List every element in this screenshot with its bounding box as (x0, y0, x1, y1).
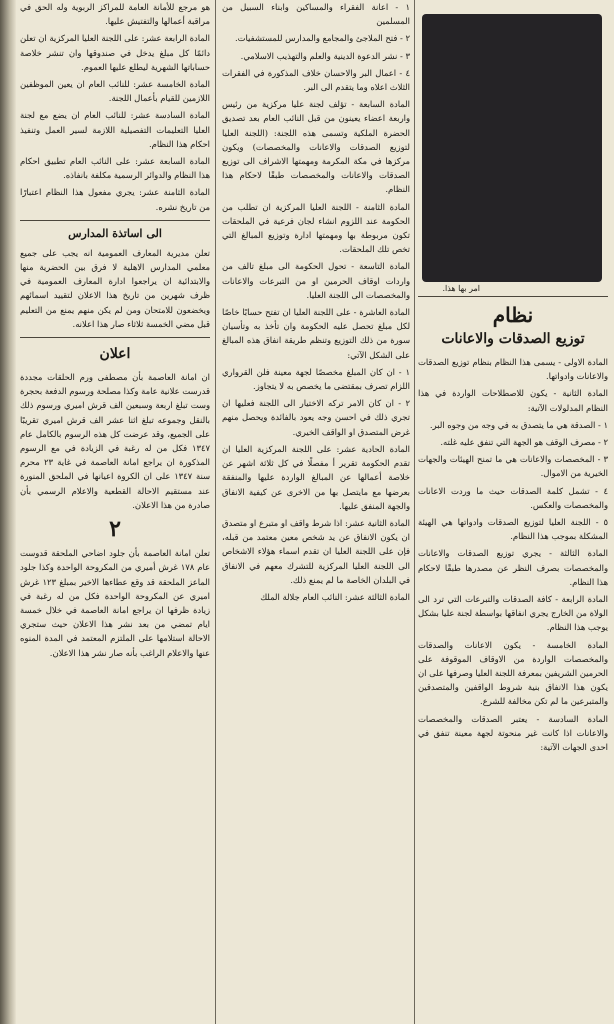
right-paragraph: ٤ - تشمل كلمة الصدقات حيث ما وردت الاعانات والمخصصات والعكس. (418, 485, 608, 510)
page-binding-shadow (0, 0, 16, 1024)
middle-paragraph: المادة التاسعة - تحول الحكومة الى مبلغ تالف من واردات اوقاف الحرمين او من التبرعات والاعانات والمخصصات الى اللجنة العليا. (222, 261, 410, 300)
middle-paragraph: المادة الثامنة - اللجنة العليا المركزية ان تطلب من الحكومة عند اللزوم انشاء لجان فرعية في الملحقات تكون مربوطة بها ومهمتها ادارة وتوزيع المبالغ التي تخص تلك الملحقات. (222, 201, 410, 255)
left-paragraph: المادة الرابعة عشر: على اللجنة العليا المركزية ان تعلن دائمًا كل مبلغ يدخل في صندوقها وان تنشر خلاصة حساباتها الشهرية ليطلع عليها العموم. (20, 33, 210, 72)
right-paragraph: ٢ - مصرف الوقف هو الجهة التي تنفق عليه غلته. (440, 437, 608, 448)
law-title: نظام (492, 303, 534, 327)
right-paragraph: ٣ - المخصصات والاعانات هي ما تمنح الهيئات والجهات الخيرية من الاموال. (418, 454, 608, 479)
right-paragraph: المادة الثالثة - يجري توزيع الصدقات والاعانات والمخصصات بصرف النظر عن مصدرها طبقًا لاحكام هذا النظام. (418, 548, 608, 587)
left-paragraph: المادة السابعة عشر: على النائب العام تطبيق احكام هذا النظام والدوائر الرسمية مكلفة بانفاذه. (20, 156, 210, 181)
ad-two-text: تعلن امانة العاصمة بأن جلود اضاحي الملحقة قدوست عام ١٧٨ غرش أميري من المكروحة الواحدة وكذا جلود الماعز الملحقة قد وقع عطاءها الاخير بمبلغ ١٢٣ غرش اميري عن المكروحة الواحدة فكل من له رغبة في زيادة ظرفها ان يراجع امانة العاصمة في خلال خمسة ايام تمضي من بعد نشر هذا الاعلان حيث ستجري الاحالة استلامها على الملتزم المعتمد في المدة المنوه عنها والاعلام الراغب بأنه صار نشر هذا الاعلان. (20, 548, 210, 658)
middle-paragraph: المادة السابعة - تؤلف لجنة عليا مركزية من رئيس واربعة اعضاء يعينون من قبل النائب العام بعد تصديق الحضرة الملكية وتسمى هذه اللجنة: (اللجنة العليا لتوزيع الصدقات والاعانات والمخصصات) ويكون مركزها في مكة المكرمة ومهمتها الاشراف الى توزيع الصدقات والاعانات والمخصصات طبقًا لاحكام هذا النظام. (222, 99, 410, 195)
column-rule (414, 0, 415, 1024)
left-paragraph: المادة الثامنة عشر: يجري مفعول هذا النظام اعتبارًا من تاريخ نشره. (20, 187, 210, 212)
middle-paragraph: المادة العاشرة - على اللجنة العليا ان تفتح حسابًا خاصًا لكل مبلغ تحصل عليه الحكومة وان تأخذ به وتأسيان سورة من ذلك التوزيع وتنظم طريقة انفاق هذه المبالغ على الشكل الآتي: (222, 307, 410, 360)
schools-notice-heading: الى اساتذة المدارس (68, 226, 162, 240)
middle-paragraph: ١ - ان كان المبلغ مخصصًا لجهة معينة فلن القرواري اللزام تصرف بمقتضى ما يخصص به لا يتجاوز. (222, 366, 410, 392)
right-paragraph: المادة الرابعة - كافة الصدقات والتبرعات التي ترد الى الولاة من الخارج يجري انفاقها بواسطة لجنة عليا بشكل يوجب هذا النظام. (418, 594, 608, 633)
middle-list-item: ٣ - نشر الدعوة الدينية والعلم والتهذيب الاسلامي. (240, 50, 410, 61)
divider (20, 220, 210, 221)
left-paragraph: المادة السادسة عشر: للنائب العام ان يضع مع لجنة العليا التعليمات التفصيلية اللازمة لسير العمل وتنفيذ احكام هذا النظام. (20, 110, 210, 149)
divider (418, 296, 608, 297)
left-paragraph: هو مرجع للأمانة العامة للمراكز الربوية وله الحق في مراقبة أعمالها والتفتيش عليها. (20, 2, 210, 27)
right-paragraph: المادة السادسة - يعتبر الصدقات والمخصصات والاعانات اذا كانت غير منحوتة لجهة معينة تنفق في احدى الجهات الآتية: (418, 713, 608, 753)
middle-paragraph: ٢ - ان كان الامر تركه الاختيار الى اللجنة فعليها ان تجري ذلك في احسن وجه يعود بالفائدة ويحصل منهم غرض المتصدق او الواقف الخيري. (222, 398, 410, 437)
middle-paragraph: المادة الثانية عشر: اذا شرط واقف او متبرع او متصدق ان يكون الانفاق عن يد شخص معين معتمد من قبله، فإن على اللجنة العليا ان تقدم اسماء هؤلاء الاشخاص الى اللجنة العليا المركزية للتشرك معهم في الانفاق في البلدان الخاصة ما لم يمنع ذلك. (222, 517, 410, 585)
right-paragraph: ٥ - اللجنة العليا لتوزيع الصدقات وادواتها هي الهيئة المشكلة بموجب هذا النظام. (418, 517, 608, 542)
law-subtitle: توزيع الصدقات والاعانات (441, 331, 585, 347)
schools-notice-text: تعلن مديرية المعارف العمومية انه يجب على جميع معلمي المدارس الاهلية لا فرق بين الحضرية منها والابتدائية ان يراجعوا ادارة المعارف العمومية في ظرف شهرين من تاريخ هذا الاعلان لتقييد اسمائهم ويخضعون للامتحان ومن لم يكن منهم يمنع من التعليم قبل مضي الخمسة ثلاثاء صار هذا اعلانه. (20, 247, 210, 329)
column-rule (215, 0, 216, 1024)
ad-one-text: ان امانة العاصمة بأن مصطفى ورم الحلقات مجددة قدرست علانية عامة وكذا مصلحة ورسوم الدفعة بحجرة وست تبلغ اربعة وسبعين الف قرش اميري ورسوم ذلك بالنقل وجموعه تبلغ اثنا عشر الف قرش اميري تقريبًا على الجميع، وقد عرضت كل هذه الرسوم بالكامل عام ١٣٤٧ فكل من له رغبة في الزيادة في مع الرسوم المذكورة ان يراجع امانة العاصمة في غاية ٢٣ محرم سنة ١٣٤٧ على ان الكروة اعيانها في الملحق المنورة عند مستقيم الاحالة القطعية والاعلام الرسمي بأن صادرة من هذا الاعلان. (20, 372, 210, 510)
middle-list-item: ٤ - اعمال البر والاحسان خلاف المذكورة في الفقرات الثلاث اعلاه وما يتقدم الى البر. (222, 67, 410, 93)
redaction-box (422, 14, 602, 282)
right-paragraph: المادة الاولى - يسمى هذا النظام بنظام توزيع الصدقات والاعانات وادواتها. (418, 357, 608, 382)
middle-paragraph: المادة الحادية عشر: على اللجنة المركزية العليا ان تقدم الحكومة تقرير أ مفصلًا في كل ثلاثة اشهر عن خلاصة أعمالها عن المبالغ الواردة عليها والمنفقة بعرضها مع مايتصل بها من الاخرى عن كيفية الانفاق والجهة المنفق عليها. (222, 443, 410, 511)
divider (20, 337, 210, 338)
right-paragraph: المادة الخامسة - يكون الاعانات والصدقات والمخصصات الواردة من الاوقاف الموقوفة على الحرمين الشريفين بمعرفة اللجنة العليا وصرفها على ان يكون هذا الانفاق بنية شروط الواقفين والمتصدقين والمتبرعين ما لم تكن مخالفة للشرع. (418, 639, 608, 707)
ad-two-number: ٢ (109, 516, 121, 543)
middle-list-item: ١ - اعانة الفقراء والمساكين وابناء السبيل من المسلمين (222, 2, 410, 27)
left-column (20, 0, 210, 1024)
right-paragraph: المادة الثانية - يكون للاصطلاحات الواردة في هذا النظام المدلولات الآتية: (418, 388, 608, 413)
middle-paragraph: المادة الثالثة عشر: النائب العام جلالة الملك (260, 591, 410, 602)
right-paragraph: ١ - الصدقة هي ما يتصدق به في وجه من وجوه البر. (429, 419, 608, 430)
ads-heading: اعلان (99, 346, 131, 363)
right-tail-text: امر بها هذا. (442, 284, 480, 293)
middle-list-item: ٢ - فتح الملاجئ والمجامع والمدارس للمستشفيات. (234, 33, 410, 44)
left-paragraph: المادة الخامسة عشر: للنائب العام ان يعين الموظفين اللازمين للقيام بأعمال اللجنة. (20, 79, 210, 104)
middle-column (222, 0, 410, 1024)
